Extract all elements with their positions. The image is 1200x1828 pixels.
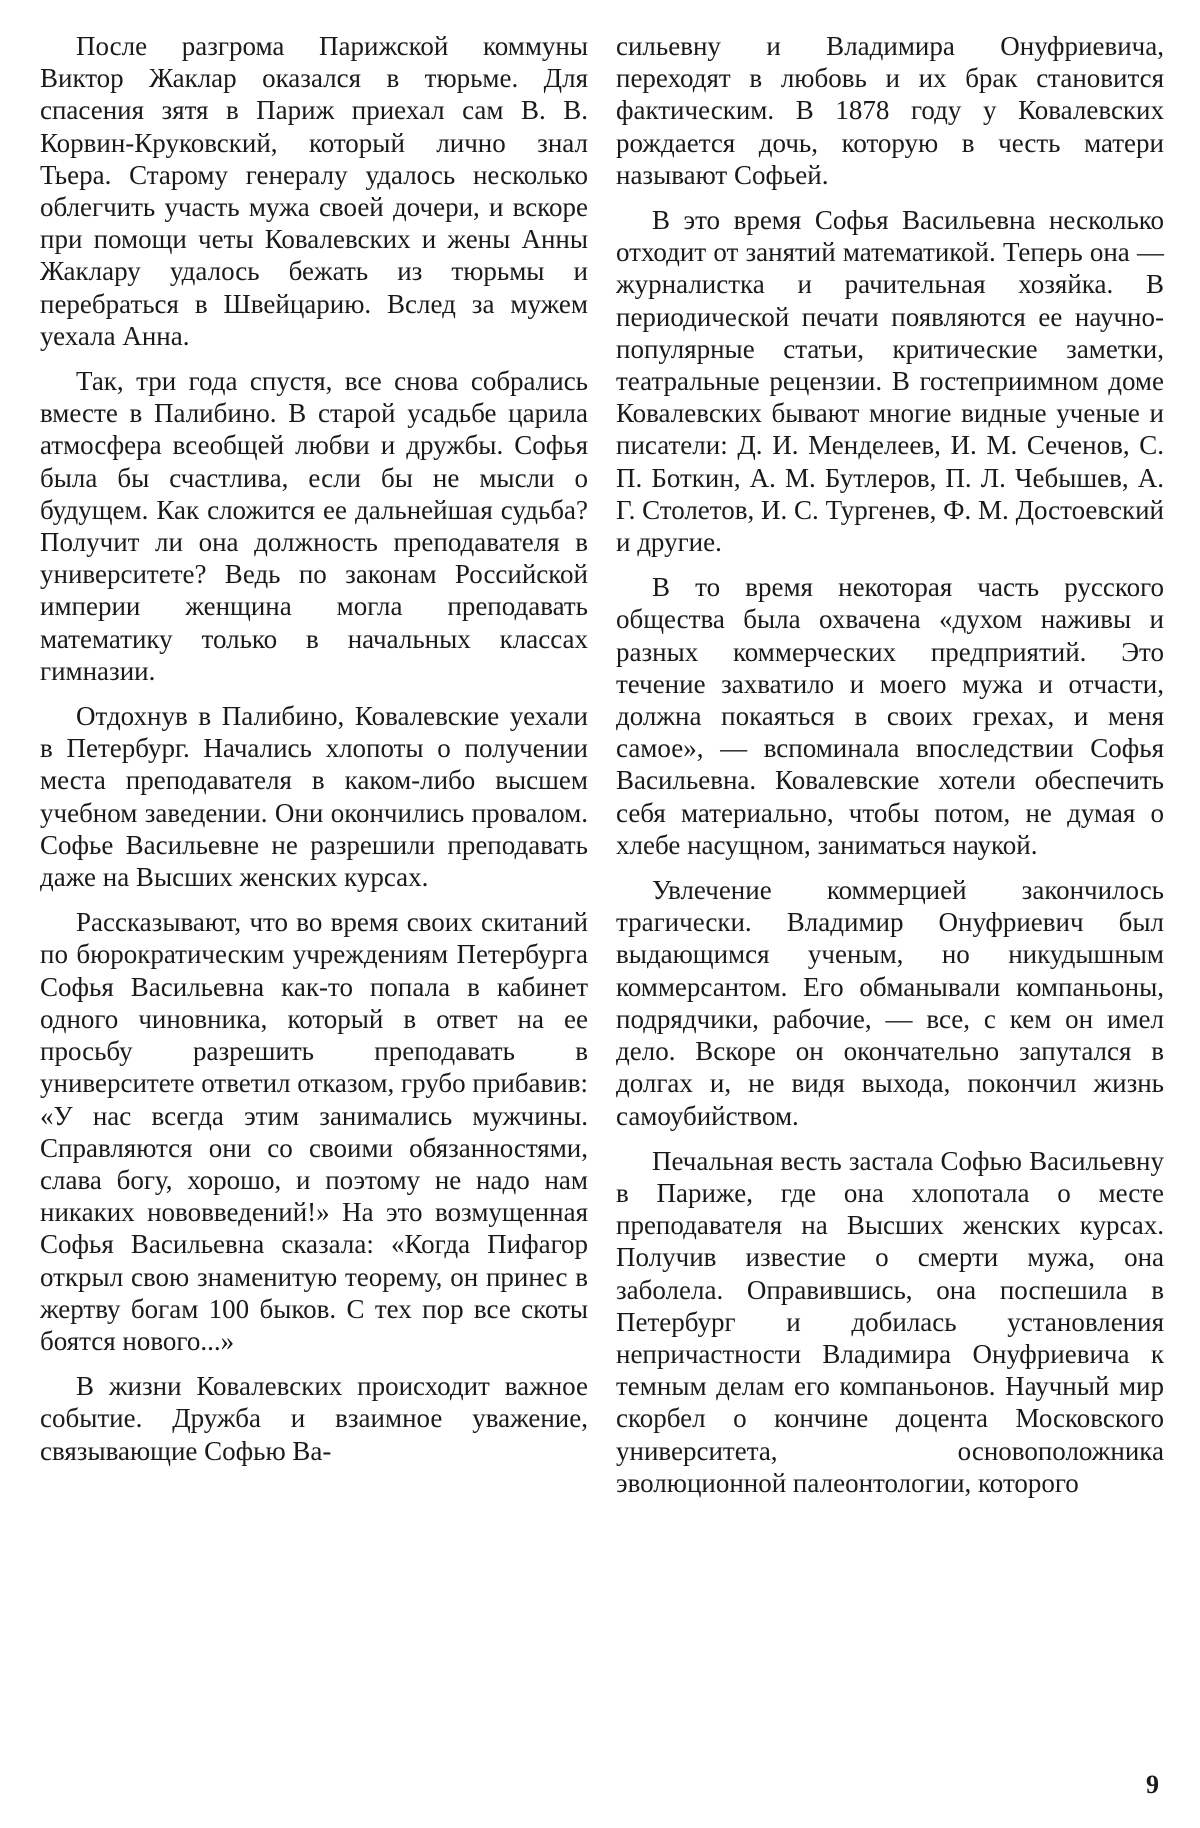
right-column: [616, 30, 1164, 1512]
paragraph-continued: сильевну и Владимира Онуфриевича, переходят в любовь и их брак становится фактическим. В 1878 году у Ковалевских рождается дочь, которую в честь матери называют Софьей.: [616, 31, 1164, 190]
paragraph: Так, три года спустя, все снова собрались вместе в Палибино. В старой усадьбе царила атмосфера всеобщей любви и дружбы. Софья была бы счастлива, если бы не мысли о будущем. Как сложится ее дальнейшая судьба? Получит ли она должность преподавателя в университете? Ведь по законам Российской империи женщина могла преподавать математику только в начальных классах гимназии.: [40, 366, 588, 686]
paragraph: В жизни Ковалевских происходит важное событие. Дружба и взаимное уважение, связывающие Софью Ва-: [40, 1371, 588, 1466]
paragraph: Печальная весть застала Софью Васильевну в Париже, где она хлопотала о месте преподавателя на Высших женских курсах. Получив известие о смерти мужа, она заболела. Оправившись, она поспешила в Петербург и добилась установления непричастности Владимира Онуфриевича к темным делам его компаньонов. Научный мир скорбел о кончине доцента Московского университета, основоположника эволюционной палеонтологии, которого: [616, 1145, 1164, 1498]
paragraph: В то время некоторая часть русского общества была охвачена «духом наживы и разных коммерческих предприятий. Это течение захватило и моего мужа и отчасти, должна покаяться в своих грехах, и меня самое», — вспоминала впоследствии Софья Васильевна. Ковалевские хотели обеспечить себя материально, чтобы потом, не думая о хлебе насущном, заниматься наукой.: [616, 572, 1164, 860]
paragraph: Увлечение коммерцией закончилось трагически. Владимир Онуфриевич был выдающимся ученым, но никудышным коммерсантом. Его обманывали компаньоны, подрядчики, рабочие, — все, с кем он имел дело. Вскоре он окончательно запутался в долгах и, не видя выхода, покончил жизнь самоубийством.: [616, 875, 1164, 1131]
paragraph: В это время Софья Васильевна несколько отходит от занятий математикой. Теперь она — журналистка и рачительная хозяйка. В периодической печати появляются ее научно-популярные статьи, критические заметки, театральные рецензии. В гостеприимном доме Ковалевских бывают многие видные ученые и писатели: Д. И. Менделеев, И. М. Сеченов, С. П. Боткин, А. М. Бутлеров, П. Л. Чебышев, А. Г. Столетов, И. С. Тургенев, Ф. М. Достоевский и другие.: [616, 205, 1164, 558]
paragraph: Рассказывают, что во время своих скитаний по бюрократическим учреждениям Петербурга Софья Васильевна как-то попала в кабинет одного чиновника, который в ответ на ее просьбу разрешить преподавать в университете ответил отказом, грубо прибавив: «У нас всегда этим занимались мужчины. Справляются они со своими обязанностями, слава богу, хорошо, и поэтому не надо нам никаких нововведений!» На это возмущенная Софья Васильевна сказала: «Когда Пифагор открыл свою знаменитую теорему, он принес в жертву богам 100 быков. С тех пор все скоты боятся нового...»: [40, 907, 588, 1356]
page-number: 9: [1146, 1770, 1159, 1799]
paragraph: Отдохнув в Палибино, Ковалевские уехали в Петербург. Начались хлопоты о получении места преподавателя в каком-либо высшем учебном заведении. Они окончились провалом. Софье Васильевне не разрешили преподавать даже на Высших женских курсах.: [40, 701, 588, 893]
paragraph: После разгрома Парижской коммуны Виктор Жаклар оказался в тюрьме. Для спасения зятя в Париж приехал сам В. В. Корвин-Круковский, который лично знал Тьера. Старому генералу удалось несколько облегчить участь мужа своей дочери, и вскоре при помощи четы Ковалевских и жены Анны Жаклару удалось бежать из тюрьмы и перебраться в Швейцарию. Вслед за мужем уехала Анна.: [40, 31, 588, 351]
left-column: [40, 30, 588, 1480]
